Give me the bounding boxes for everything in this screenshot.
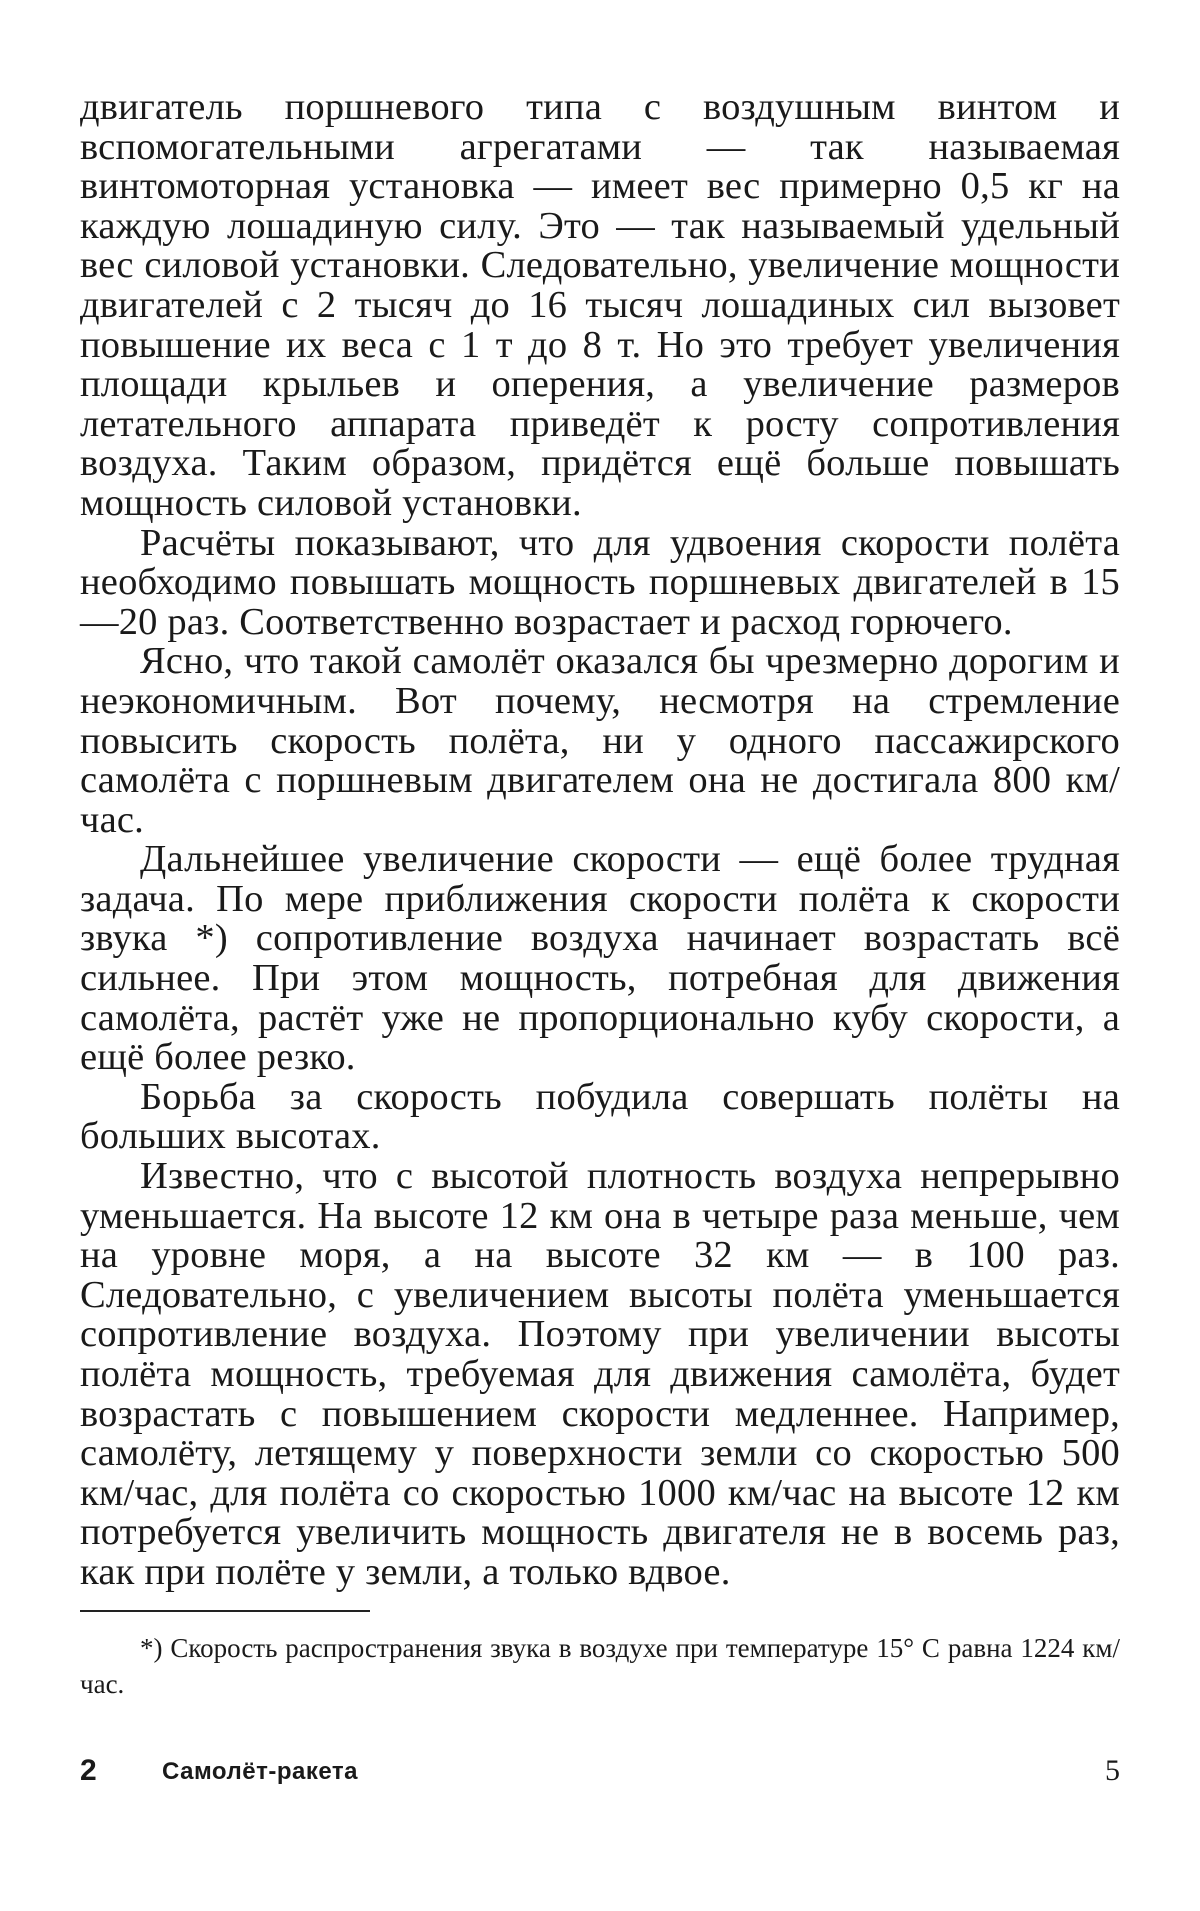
paragraph-speed-of-sound: Дальнейшее увеличение скорости — ещё более трудная задача. По мере приближения скорости полёта к скорости звука *) сопротивление воздуха начинает возрастать всё сильнее. При этом мощность, потребная для движения самолёта, растёт уже не пропорционально кубу скорости, а ещё более резко. [80, 838, 1120, 1079]
page-number: 5 [1105, 1754, 1120, 1787]
footnote-divider [80, 1610, 370, 1612]
paragraph-high-altitude: Борьба за скорость побудила совершать полёты на больших высотах. [80, 1075, 1120, 1158]
signature-number: 2 [80, 1754, 97, 1787]
book-page [80, 88, 1120, 1888]
paragraph-expensive-plane: Ясно, что такой самолёт оказался бы чрезмерно дорогим и неэкономичным. Вот почему, несмотря на стремление повысить скорость полёта, ни у одного пассажирского самолёта с поршневым двигателем она не достигала 800 км/час. [80, 640, 1120, 841]
paragraph-continuation: двигатель поршневого типа с воздушным винтом и вспомогательными агрегатами — так называемая винтомоторная установка — имеет вес примерно 0,5 кг на каждую лошадиную силу. Это — так называемый удельный вес силовой установки. Следовательно, увеличение мощности двигателей с 2 тысяч до 16 тысяч лошадиных сил вызовет повышение их веса с 1 т до 8 т. Но это требует увеличения площади крыльев и оперения, а увеличение размеров летательного аппарата приведёт к росту сопротивления воздуха. Таким образом, придётся ещё больше повышать мощность силовой установки. [80, 86, 1120, 524]
page-footer [80, 1754, 1120, 1794]
main-text [80, 88, 1120, 1593]
footnote: *) Скорость распространения звука в воздухе при температуре 15° С равна 1224 км/час. [80, 1633, 1120, 1699]
signature-title: Самолёт-ракета [162, 1758, 358, 1785]
paragraph-calculations: Расчёты показывают, что для удвоения скорости полёта необходимо повышать мощность поршневых двигателей в 15—20 раз. Соответственно возрастает и расход горючего. [80, 521, 1120, 643]
paragraph-air-density: Известно, что с высотой плотность воздуха непрерывно уменьшается. На высоте 12 км она в четыре раза меньше, чем на уровне моря, а на высоте 32 км — в 100 раз. Следовательно, с увеличением высоты полёта уменьшается сопротивление воздуха. Поэтому при увеличении высоты полёта мощность, требуемая для движения самолёта, будет возрастать с повышением скорости медленнее. Например, самолёту, летящему у поверхности земли со скоростью 500 км/час, для полёта со скоростью 1000 км/час на высоте 12 км потребуется увеличить мощность двигателя не в восемь раз, как при полёте у земли, а только вдвое. [80, 1155, 1120, 1593]
